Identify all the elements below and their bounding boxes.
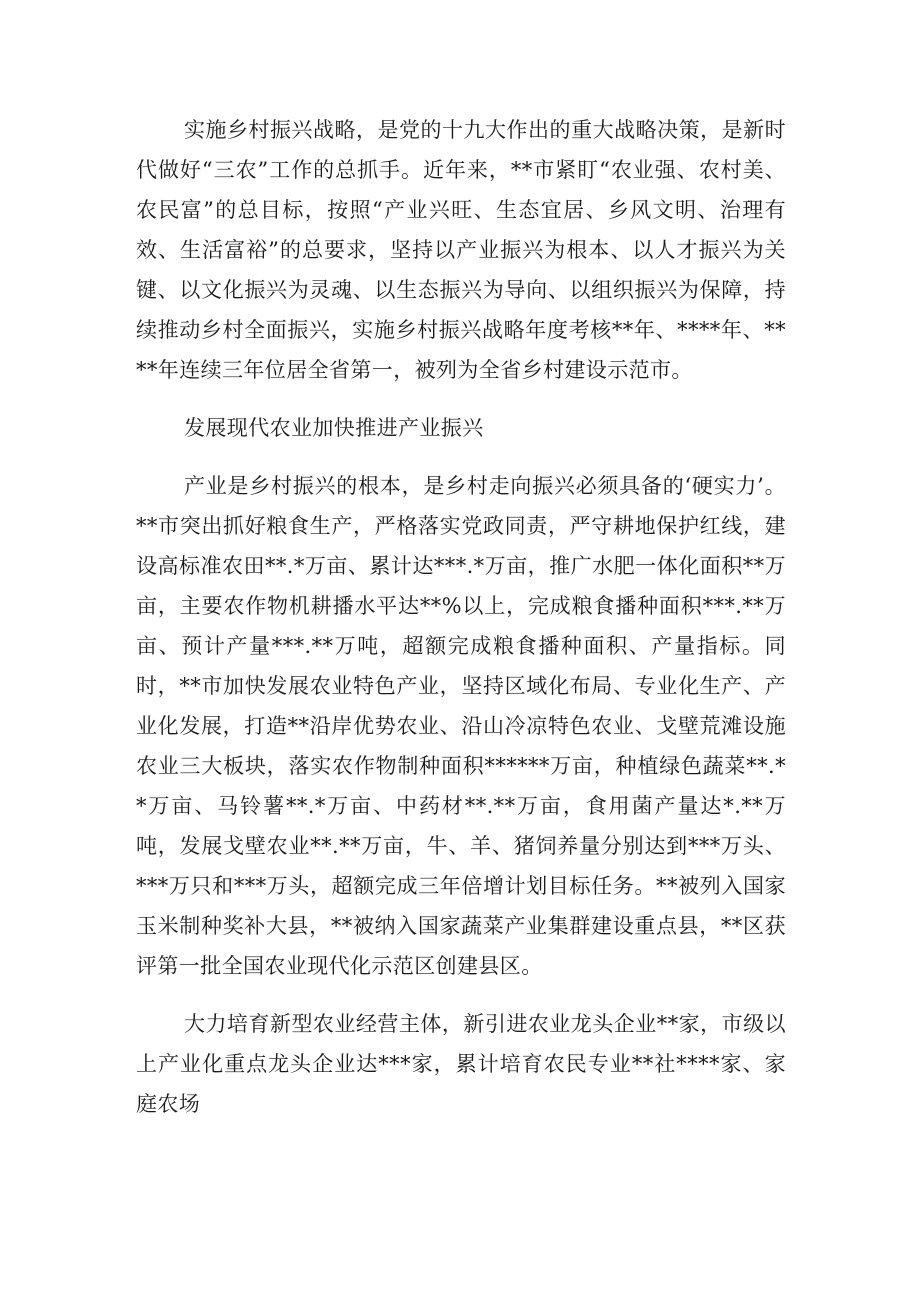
intro-paragraph: 实施乡村振兴战略，是党的十九大作出的重大战略决策，是新时代做好“三农”工作的总抓手。近年来，**市紧盯“农业强、农村美、农民富”的总目标，按照“产业兴旺、生态宜居、乡风文明、治理有效、生活富裕”的总要求，坚持以产业振兴为根本、以人才振兴为关键、以文化振兴为灵魂、以生态振兴为导向、以组织振兴为保障，持续推动乡村全面振兴，实施乡村振兴战略年度考核**年、****年、****年连续三年位居全省第一，被列为全省乡村建设示范市。 (136, 118, 786, 382)
document-body (136, 110, 786, 1142)
enterprise-paragraph: 大力培育新型农业经营主体，新引进农业龙头企业**家，市级以上产业化重点龙头企业达***家，累计培育农民专业**社****家、家庭农场 (136, 1012, 786, 1116)
industry-paragraph: 产业是乡村振兴的根本，是乡村走向振兴必须具备的‘硬实力’。**市突出抓好粮食生产，严格落实党政同责，严守耕地保护红线，建设高标准农田**.*万亩、累计达***.*万亩，推广水肥一体化面积**万亩，主要农作物机耕播水平达**%以上，完成粮食播种面积***.**万亩、预计产量***.**万吨，超额完成粮食播种面积、产量指标。同时，**市加快发展农业特色产业，坚持区域化布局、专业化生产、产业化发展，打造**沿岸优势农业、沿山冷凉特色农业、戈壁荒滩设施农业三大板块，落实农作物制种面积******万亩，种植绿色蔬菜**.**万亩、马铃薯**.*万亩、中药材**.**万亩，食用菌产量达*.**万吨，发展戈壁农业**.**万亩，牛、羊、猪饲养量分别达到***万头、***万只和***万头，超额完成三年倍增计划目标任务。**被列入国家玉米制种奖补大县，**被纳入国家蔬菜产业集群建设重点县，**区获评第一批全国农业现代化示范区创建县区。 (136, 474, 786, 978)
section-heading: 发展现代农业加快推进产业振兴 (184, 416, 484, 440)
